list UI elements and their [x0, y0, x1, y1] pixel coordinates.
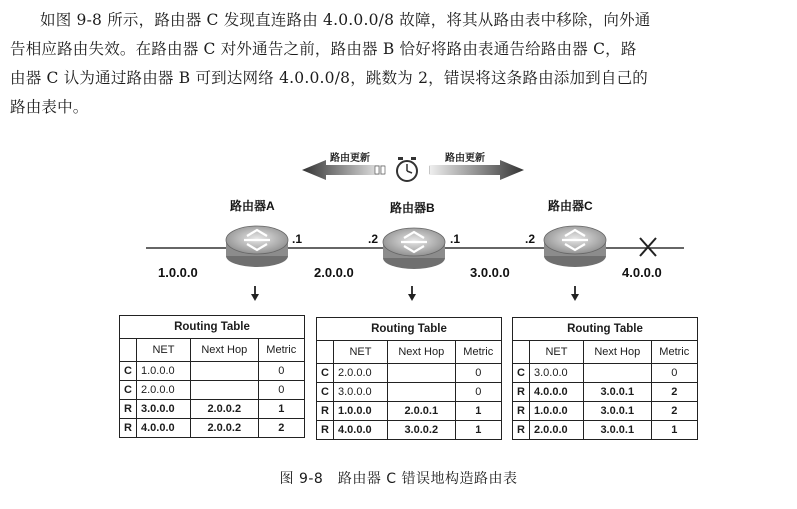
figure-caption: 图 9-8 路由器 C 错误地构造路由表 — [279, 471, 518, 487]
table-header-code — [120, 339, 137, 362]
route-code: R — [513, 383, 530, 402]
network-label: 1.0.0.0 — [158, 265, 198, 280]
route-metric: 2 — [651, 402, 697, 421]
route-net: 2.0.0.0 — [530, 421, 584, 440]
table-header-net: NET — [530, 341, 584, 364]
paragraph-line: 路由表中。 — [10, 98, 89, 116]
failed-link-x-icon — [640, 238, 656, 256]
router-b-port-left-label: .2 — [368, 232, 379, 246]
route-code: C — [513, 364, 530, 383]
route-metric: 2 — [651, 383, 697, 402]
route-next-hop: 3.0.0.1 — [583, 402, 651, 421]
route-net: 3.0.0.0 — [334, 383, 388, 402]
route-code: C — [317, 364, 334, 383]
network-label: 4.0.0.0 — [622, 265, 662, 280]
route-metric: 1 — [258, 400, 304, 419]
router-c-label: 路由器C — [548, 199, 593, 213]
network-label: 3.0.0.0 — [470, 265, 510, 280]
route-next-hop — [190, 362, 258, 381]
routing-table-b — [316, 317, 502, 440]
table-row — [317, 383, 502, 402]
table-row — [120, 362, 305, 381]
table-row — [513, 364, 698, 383]
route-next-hop: 2.0.0.2 — [190, 419, 258, 438]
route-code: R — [120, 419, 137, 438]
router-b-port-right-label: .1 — [450, 232, 461, 246]
route-metric: 0 — [651, 364, 697, 383]
down-arrow-icon — [571, 286, 579, 301]
table-header-next-hop: Next Hop — [583, 341, 651, 364]
table-row — [513, 402, 698, 421]
network-label: 2.0.0.0 — [314, 265, 354, 280]
table-caption: Routing Table — [317, 318, 502, 341]
table-header-metric: Metric — [455, 341, 501, 364]
route-metric: 0 — [455, 383, 501, 402]
route-next-hop: 3.0.0.1 — [583, 383, 651, 402]
route-metric: 0 — [258, 362, 304, 381]
update-label-right: 路由更新 — [445, 153, 485, 164]
route-next-hop — [190, 381, 258, 400]
route-next-hop: 3.0.0.1 — [583, 421, 651, 440]
route-code: R — [317, 402, 334, 421]
route-code: R — [513, 402, 530, 421]
route-metric: 1 — [651, 421, 697, 440]
table-header-metric: Metric — [258, 339, 304, 362]
table-header-code — [317, 341, 334, 364]
table-row — [317, 421, 502, 440]
table-row — [513, 421, 698, 440]
table-header-net: NET — [137, 339, 191, 362]
route-next-hop — [583, 364, 651, 383]
router-c-icon — [544, 226, 606, 267]
clock-icon — [397, 157, 417, 181]
table-header-next-hop: Next Hop — [387, 341, 455, 364]
route-code: R — [120, 400, 137, 419]
route-metric: 1 — [455, 421, 501, 440]
route-code: C — [317, 383, 334, 402]
route-net: 4.0.0.0 — [137, 419, 191, 438]
network-diagram — [0, 148, 797, 308]
route-next-hop: 2.0.0.2 — [190, 400, 258, 419]
update-label-left: 路由更新 — [330, 153, 370, 164]
router-a-port-label: .1 — [292, 232, 303, 246]
table-row — [317, 402, 502, 421]
table-row — [120, 419, 305, 438]
table-header-metric: Metric — [651, 341, 697, 364]
route-next-hop: 3.0.0.2 — [387, 421, 455, 440]
route-net: 1.0.0.0 — [334, 402, 388, 421]
route-code: C — [120, 362, 137, 381]
paragraph-line: 告相应路由失效。在路由器 C 对外通告之前，路由器 B 恰好将路由表通告给路由器 C，路 — [10, 40, 637, 58]
route-net: 2.0.0.0 — [137, 381, 191, 400]
router-b-icon — [383, 228, 445, 269]
route-code: R — [513, 421, 530, 440]
route-metric: 1 — [455, 402, 501, 421]
routing-table-c — [512, 317, 698, 440]
down-arrow-icon — [408, 286, 416, 301]
route-code: R — [317, 421, 334, 440]
table-caption: Routing Table — [513, 318, 698, 341]
route-metric: 0 — [258, 381, 304, 400]
table-row — [120, 400, 305, 419]
route-net: 2.0.0.0 — [334, 364, 388, 383]
table-header-net: NET — [334, 341, 388, 364]
routing-table-a — [119, 315, 305, 438]
router-c-port-label: .2 — [525, 232, 536, 246]
table-caption: Routing Table — [120, 316, 305, 339]
route-next-hop: 2.0.0.1 — [387, 402, 455, 421]
table-header-next-hop: Next Hop — [190, 339, 258, 362]
route-metric: 0 — [455, 364, 501, 383]
router-a-label: 路由器A — [230, 199, 275, 213]
route-code: C — [120, 381, 137, 400]
route-net: 1.0.0.0 — [137, 362, 191, 381]
table-row — [317, 364, 502, 383]
route-net: 3.0.0.0 — [137, 400, 191, 419]
router-b-label: 路由器B — [390, 201, 435, 215]
route-next-hop — [387, 383, 455, 402]
route-next-hop — [387, 364, 455, 383]
paragraph-line — [10, 6, 790, 35]
table-row — [513, 383, 698, 402]
table-row — [120, 381, 305, 400]
down-arrow-icon — [251, 286, 259, 301]
paragraph-line: 由器 C 认为通过路由器 B 可到达网络 4.0.0.0/8，跳数为 2，错误将这条路由添加到自己的 — [10, 69, 648, 87]
body-paragraph — [10, 6, 790, 122]
router-a-icon — [226, 226, 288, 267]
route-net: 1.0.0.0 — [530, 402, 584, 421]
table-header-code — [513, 341, 530, 364]
route-net: 3.0.0.0 — [530, 364, 584, 383]
route-metric: 2 — [258, 419, 304, 438]
route-net: 4.0.0.0 — [530, 383, 584, 402]
paragraph-line-text: 如图 9-8 所示，路由器 C 发现直连路由 4.0.0.0/8 故障，将其从路由表中移除，向外通 — [40, 11, 651, 29]
route-net: 4.0.0.0 — [334, 421, 388, 440]
